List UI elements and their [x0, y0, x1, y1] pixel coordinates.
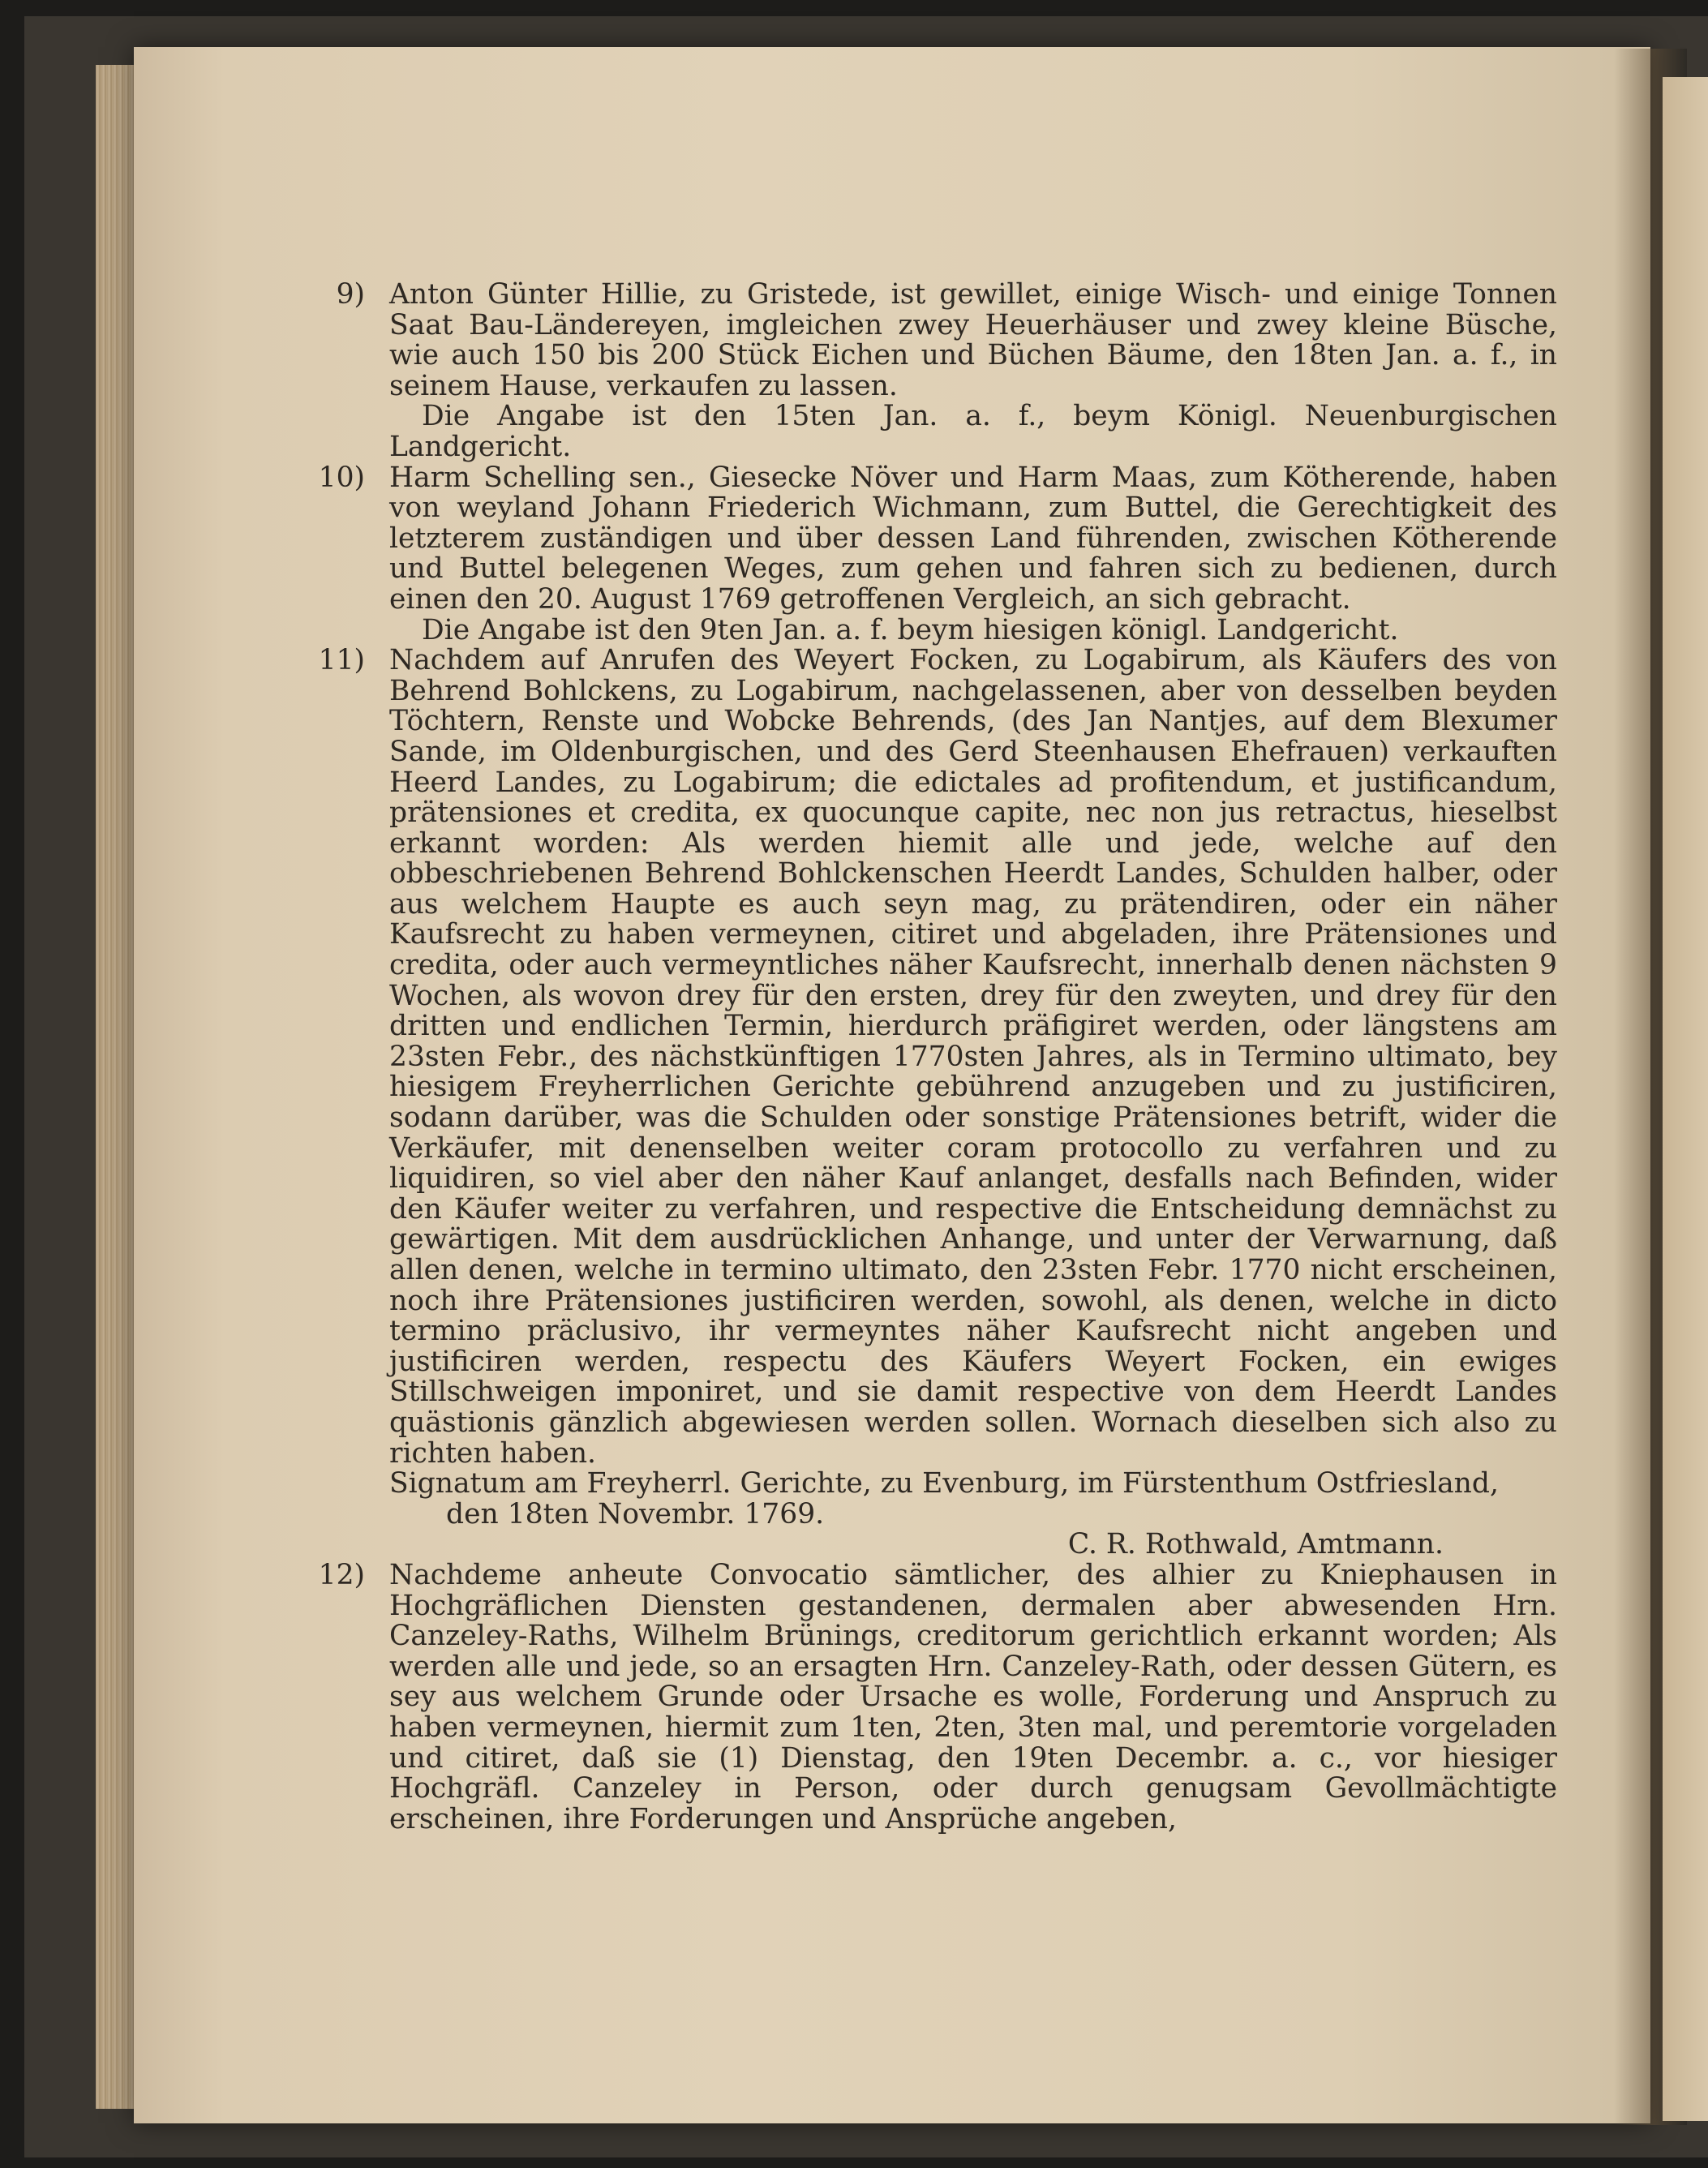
entry-note: Die Angabe ist den 15ten Jan. a. f., beym Königl. Neuenburgischen Landgericht. [389, 400, 1557, 463]
entry-text: Anton Günter Hillie, zu Gristede, ist gewillet, einige Wisch- und einige Tonnen Saat Bau-Ländereyen, imgleichen zwey Heuerhäuser und zwey kleine Büsche, wie auch 150 bis 200 Stück Eichen und Büchen Bäume, den 18ten Jan. a. f., in seinem Hause, verkaufen zu lassen. [389, 278, 1557, 402]
entry-text: Harm Schelling sen., Giesecke Növer und Harm Maas, zum Kötherende, haben von weyland Johann Friederich Wichmann, zum Buttel, die Gerechtigkeit des letzterem zuständigen und über dessen Land führenden, zwischen Kötherende und Buttel belegenen Weges, zum gehen und fahren sich zu bedienen, durch einen den 20. August 1769 getroffenen Vergleich, an sich gebracht. [389, 461, 1557, 616]
signature: C. R. Rothwald, Amtmann. [1067, 1528, 1444, 1561]
signed-date: den 18ten Novembr. 1769. [446, 1497, 825, 1530]
entry-9 [336, 278, 1557, 463]
entry-number: 11) [318, 644, 365, 677]
entry-10 [318, 461, 1557, 646]
entry-text: Nachdeme anheute Convocatio sämtlicher, des alhier zu Kniephausen in Hochgräflichen Diensten gestandenen, dermalen aber abwesenden Hrn. Canzeley-Raths, Wilhelm Brünings, creditorum gerichtlich erkannt worden; Als werden alle und jede, so an ersagten Hrn. Canzeley-Rath, oder dessen Gütern, es sey aus welchem Grunde oder Ursache es wolle, Forderung und Anspruch zu haben vermeynen, hiermit zum 1ten, 2ten, 3ten mal, und peremtorie vorgeladen und citiret, daß sie (1) Dienstag, den 19ten Decembr. a. c., vor hiesiger Hochgräfl. Canzeley in Person, oder durch genugsam Gevollmächtigte erscheinen, ihre Forderungen und Ansprüche angeben, [389, 1558, 1557, 1835]
entry-12 [318, 1558, 1557, 1835]
entry-text: Nachdem auf Anrufen des Weyert Focken, zu Logabirum, als Käufers des von Behrend Bohlckens, zu Logabirum, nachgelassenen, aber von desselben beyden Töchtern, Renste und Wobcke Behrends, (des Jan Nantjes, auf dem Blexumer Sande, im Oldenburgischen, und des Gerd Steenhausen Ehefrauen) verkauften Heerd Landes, zu Logabirum; die edictales ad profitendum, et justificandum, prätensiones et credita, ex quocunque capite, nec non jus retractus, hieselbst erkannt worden: Als werden hiemit alle und jede, welche auf den obbeschriebenen Behrend Bohlckenschen Heerdt Landes, Schulden halber, oder aus welchem Haupte es auch seyn mag, zu prätendiren, oder ein näher Kaufsrecht zu haben vermeynen, citiret und abgeladen, ihre Prätensiones und credita, oder auch vermeyntliches näher Kaufsrecht, innerhalb denen nächsten 9 Wochen, als wovon drey für den ersten, drey für den zweyten, und drey für den dritten und endlichen Termin, hierdurch präfigiret werden, oder längstens am 23sten Febr., des nächstkünftigen 1770sten Jahres, als in Termino ultimato, bey hiesigem Freyherrlichen Gerichte gebührend anzugeben und zu justificiren, sodann darüber, was die Schulden oder sonstige Prätensiones betrift, wider die Verkäufer, mit denenselben weiter coram protocollo zu verfahren und zu liquidiren, so viel aber den näher Kauf anlanget, desfalls nach Befinden, wider den Käufer weiter zu verfahren, und respective die Entscheidung demnächst zu gewärtigen. Mit dem ausdrücklichen Anhange, und unter der Verwarnung, daß allen denen, welche in termino ultimato, den 23sten Febr. 1770 nicht erscheinen, noch ihre Prätensiones justificiren werden, sowohl, als denen, welche in dicto termino präclusivo, ihr vermeyntes näher Kaufsrecht nicht angeben und justificiren werden, respectu des Käufers Weyert Focken, ein ewiges Stillschweigen imponiret, und sie damit respective von dem Heerdt Landes quästionis gänzlich abgewiesen werden sollen. Wornach dieselben sich also zu richten haben. [389, 644, 1557, 1470]
entry-number: 12) [318, 1558, 365, 1591]
entry-number: 9) [336, 278, 365, 311]
facing-page-edge [1663, 77, 1708, 2121]
entry-11 [318, 644, 1557, 1561]
entry-note: Die Angabe ist den 9ten Jan. a. f. beym hiesigen königl. Landgericht. [422, 613, 1399, 646]
signed-line: Signatum am Freyherrl. Gerichte, zu Evenburg, im Fürstenthum Ostfriesland, [389, 1467, 1499, 1500]
entry-number: 10) [318, 461, 365, 494]
text-column [318, 278, 1557, 1835]
